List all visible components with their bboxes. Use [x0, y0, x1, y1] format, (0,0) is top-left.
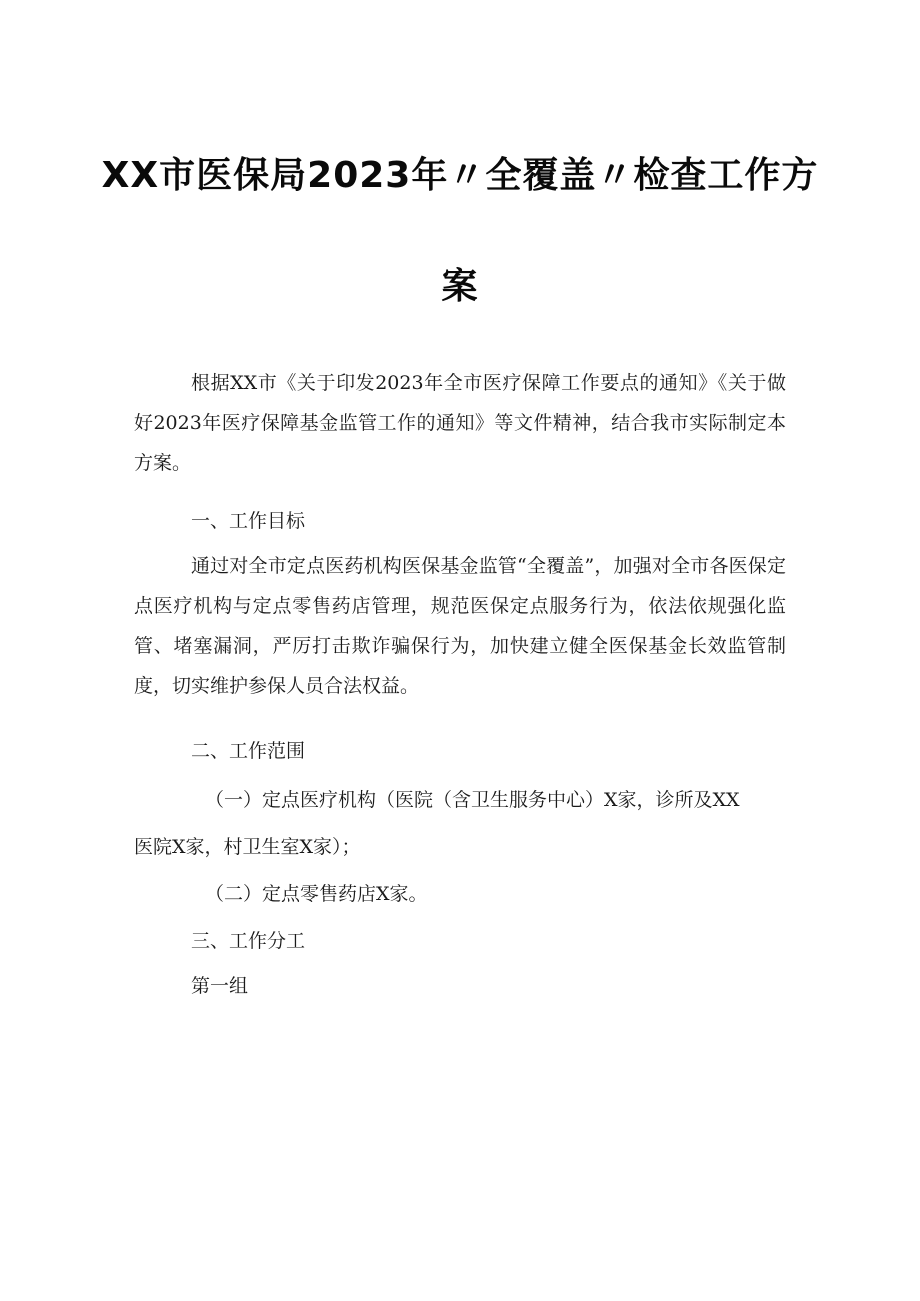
goals-paragraph: 通过对全市定点医药机构医保基金监管“全覆盖”，加强对全市各医保定点医疗机构与定点零售药店管理，规范医保定点服务行为，依法依规强化监管、堵塞漏洞，严厉打击欺诈骗保行为，加快建立健全医保基金长效监管制度，切实维护参保人员合法权益。	[134, 555, 786, 697]
section-heading-goals: 一、工作目标	[191, 510, 306, 532]
scope-item-1-line-2: 医院X家，村卫生室X家）；	[134, 836, 361, 858]
document-title-line-2: 案	[441, 266, 479, 307]
scope-item-2: （二）定点零售药店X家。	[205, 883, 428, 905]
group-label: 第一组	[191, 975, 249, 997]
section-heading-division: 三、工作分工	[191, 930, 306, 952]
document-title-line-1: XX市医保局2023年〃全覆盖〃检查工作方	[101, 155, 819, 196]
scope-item-1-line-1: （一）定点医疗机构（医院（含卫生服务中心）X家，诊所及XX	[205, 789, 740, 811]
section-heading-scope: 二、工作范围	[191, 740, 306, 762]
intro-paragraph: 根据XX市《关于印发2023年全市医疗保障工作要点的通知》《关于做好2023年医疗保障基金监管工作的通知》等文件精神，结合我市实际制定本方案。	[134, 372, 786, 474]
